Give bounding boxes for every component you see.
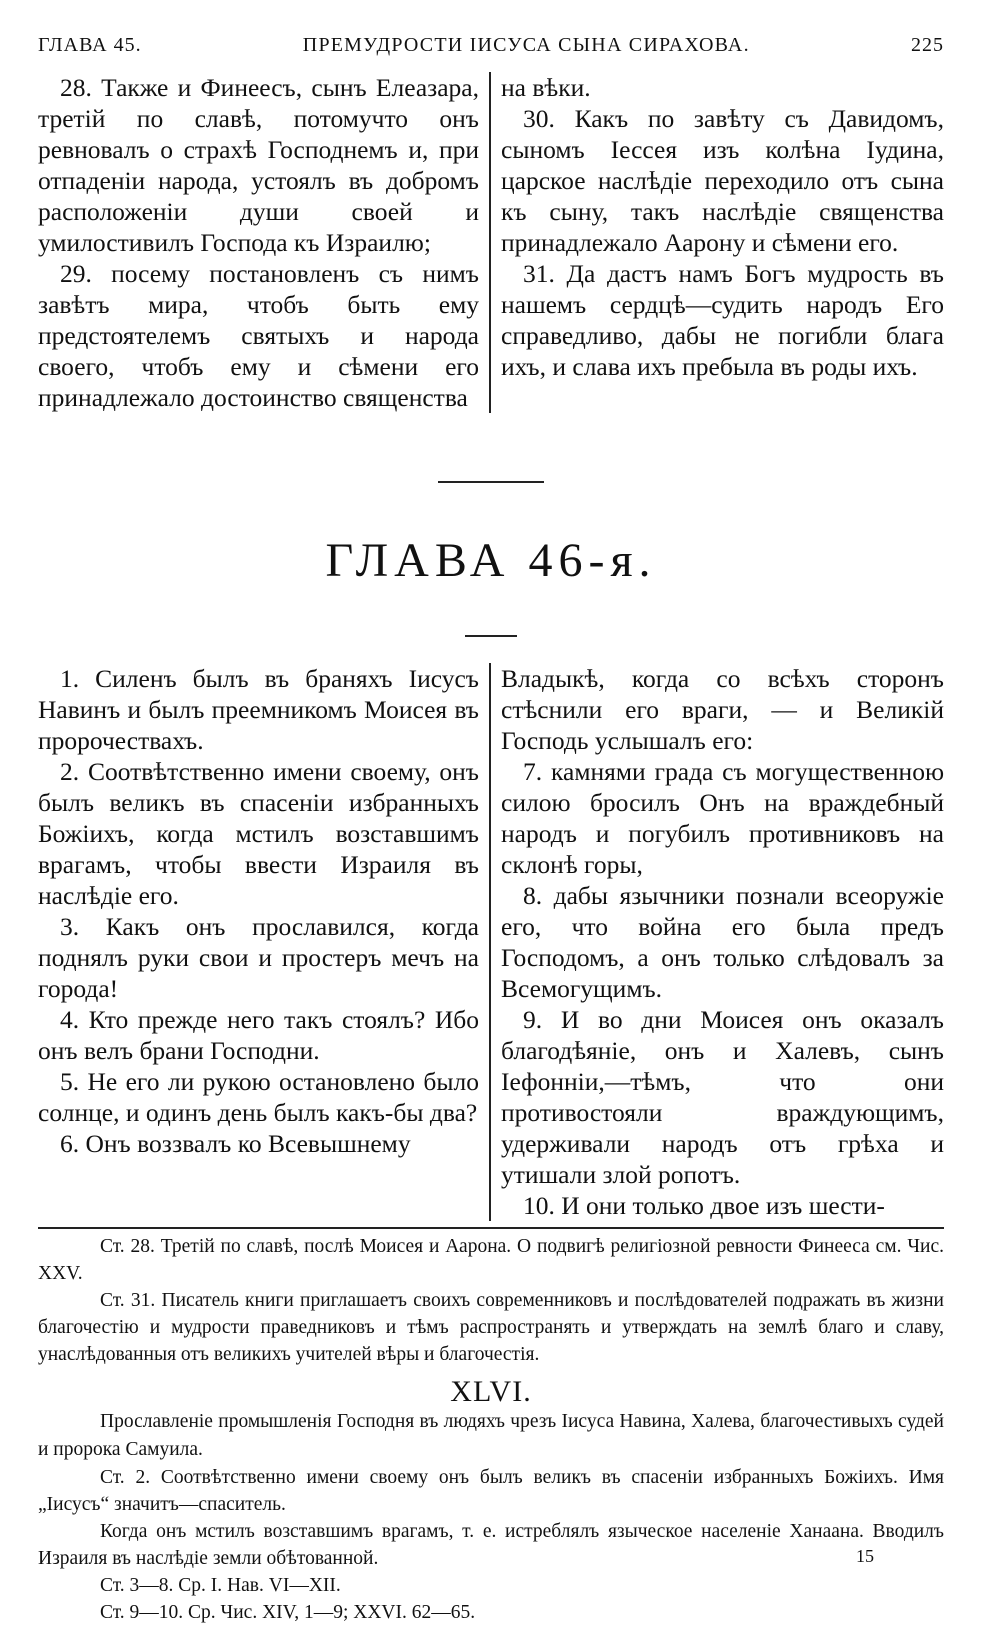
- footnote: Ст. 2. Соотвѣтственно имени своему онъ былъ великъ въ спасеніи избранныхъ Божіихъ. Имя „Іисусъ“ значитъ—спаситель.: [38, 1467, 944, 1515]
- header-chapter: ГЛАВА 45.: [38, 34, 142, 56]
- chapter-right-column: [491, 663, 944, 1221]
- verse-paragraph: 10. И они только двое изъ шести-: [523, 1191, 885, 1220]
- verse-paragraph: 1. Силенъ былъ въ браняхъ Іисусъ Навинъ и былъ преемникомъ Моисея въ пророчествахъ.: [38, 664, 479, 755]
- running-header: [38, 34, 944, 70]
- verse-paragraph: 7. камнями града съ могущественною силою бросилъ Онъ на враждебный народъ и погубилъ противниковъ на склонѣ горы,: [501, 757, 944, 879]
- footnote: Ст. 9—10. Ср. Чис. XIV, 1—9; XXVI. 62—65.: [100, 1602, 476, 1623]
- chapter-left-column: [38, 663, 491, 1221]
- verse-paragraph: 9. И во дни Моисея онъ оказалъ благодѣяніе, онъ и Халевъ, сынъ Іефонніи,—тѣмъ, что они противостояли враждующимъ, удерживали народъ отъ грѣха и утишали злой ропотъ.: [501, 1005, 944, 1189]
- verse-paragraph: 5. Не его ли рукою остановлено было солнце, и одинъ день былъ какъ-бы два?: [38, 1067, 479, 1127]
- footnote: Ст. 3—8. Ср. І. Нав. VI—XII.: [100, 1575, 341, 1596]
- chapter-columns: [38, 663, 944, 1221]
- top-right-column: [491, 72, 944, 413]
- verse-paragraph: 30. Какъ по завѣту съ Давидомъ, сыномъ Іессея изъ колѣна Іудина, царское наслѣдіе переходило отъ сына къ сыну, такъ наслѣдіе священства принадлежало Аарону и сѣмени его.: [501, 104, 944, 257]
- verse-paragraph: 31. Да дастъ намъ Богъ мудрость въ нашемъ сердцѣ—судить народъ Его справедливо, дабы не погибли блага ихъ, и слава ихъ пребыла въ роды ихъ.: [501, 259, 944, 381]
- verse-paragraph: на вѣки.: [501, 73, 591, 102]
- verse-paragraph: 6. Онъ воззвалъ ко Всевышнему: [60, 1129, 411, 1158]
- footnote: Ст. 28. Третій по славѣ, послѣ Моисея и Аарона. О подвигѣ религіозной ревности Финееса см. Чис. XXV.: [38, 1236, 944, 1284]
- divider-rule: [438, 481, 544, 483]
- header-book-title: ПРЕМУДРОСТИ ІИСУСА СЫНА СИРАХОВА.: [302, 34, 750, 56]
- footnote-rule: [38, 1227, 944, 1229]
- signature-mark: 15: [856, 1546, 874, 1566]
- footnote: Когда онъ мстилъ возставшимъ врагамъ, т. е. истреблялъ языческое населеніе Ханаана. Вводилъ Израиля въ наслѣдіе земли обѣтованной.: [38, 1521, 944, 1569]
- footnote: Ст. 31. Писатель книги приглашаетъ своихъ современниковъ и послѣдователей подражать въ жизни благочестію и мудрости праведниковъ и тѣмъ распространять и утверждать на землѣ благо и славу, унаслѣдованныя отъ великихъ учителей вѣры и благочестія.: [38, 1290, 944, 1365]
- footnotes: [38, 1233, 944, 1626]
- chapter-summary: Прославленіе промышленія Господня въ людяхъ чрезъ Іисуса Навина, Халева, благочестивыхъ судей и пророка Самуила.: [38, 1411, 944, 1460]
- commentary-heading: XLVI.: [450, 1375, 532, 1408]
- verse-paragraph: 28. Также и Финеесъ, сынъ Елеазара, третій по славѣ, потомучто онъ ревновалъ о страхѣ Господнемъ и, при отпаденіи народа, устоялъ въ добромъ расположеніи души своей и умилостивилъ Господа къ Израилю;: [38, 73, 479, 257]
- verse-paragraph: 4. Кто прежде него такъ стоялъ? Ибо онъ велъ брани Господни.: [38, 1005, 479, 1065]
- verse-paragraph: 29. посему постановленъ съ нимъ завѣтъ мира, чтобъ быть ему предстоятелемъ святыхъ и народа своего, чтобъ ему и сѣмени его принадлежало достоинство священства: [38, 259, 479, 412]
- chapter-title: ГЛАВА 46-я.: [325, 534, 657, 587]
- header-page-number: 225: [910, 34, 944, 56]
- verse-paragraph: 8. дабы язычники познали всеоружіе его, что война его была предъ Господомъ, а онъ только слѣдовалъ за Всемогущимъ.: [501, 881, 944, 1003]
- divider-rule-short: [465, 635, 517, 637]
- verse-paragraph: Владыкѣ, когда со всѣхъ сторонъ стѣснили его враги, — и Великій Господь услышалъ его:: [501, 664, 944, 755]
- top-columns: [38, 72, 944, 413]
- verse-paragraph: 2. Соотвѣтственно имени своему, онъ былъ великъ въ спасеніи избранныхъ Божіихъ, когда мстилъ возставшимъ врагамъ, чтобы ввести Израиля въ наслѣдіе его.: [38, 757, 479, 910]
- top-left-column: [38, 72, 491, 413]
- verse-paragraph: 3. Какъ онъ прославился, когда поднялъ руки свои и простеръ мечъ на города!: [38, 912, 479, 1003]
